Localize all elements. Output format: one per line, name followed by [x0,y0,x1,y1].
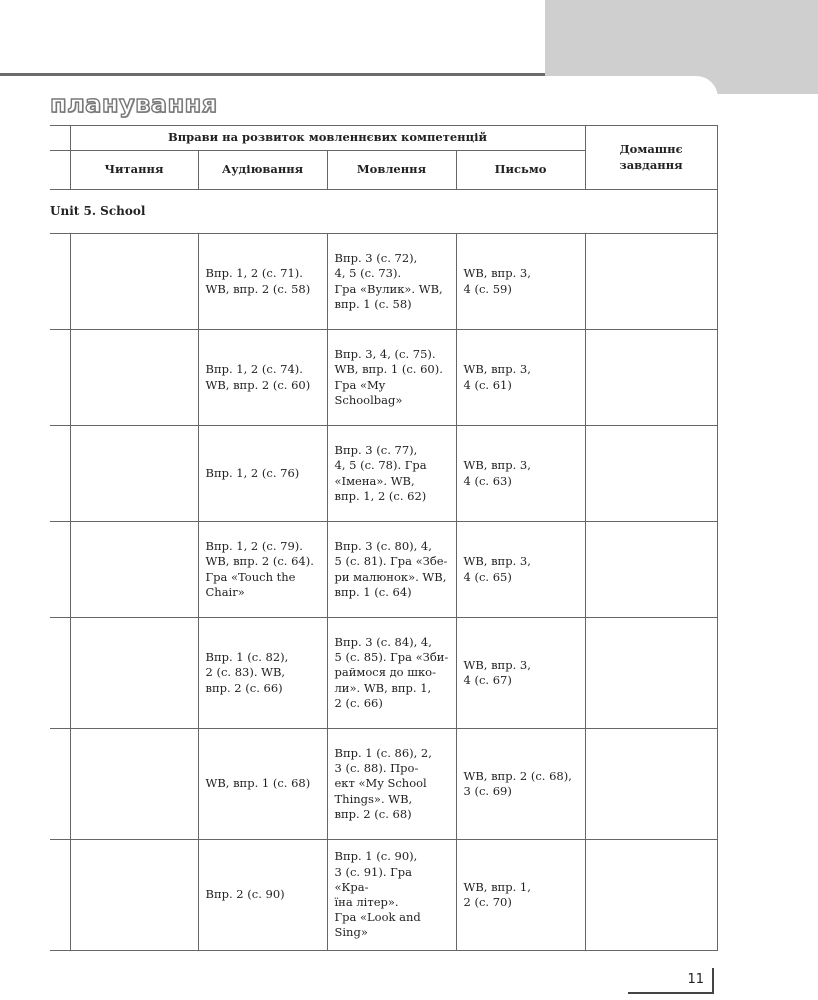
cell-listening [198,840,327,951]
cell-writing-text: WB, впр. 3, 4 (с. 61) [463,362,531,392]
cell-speaking [327,234,456,330]
cell-reading [70,618,198,729]
cell-reading [70,330,198,426]
table-row [50,618,717,729]
column-header-speaking: Мовлення [327,151,456,190]
cell-homework [585,330,717,426]
cell-speaking [327,426,456,522]
stub-cell [50,126,70,151]
cell-writing [456,840,585,951]
cell-speaking [327,522,456,618]
table-row [50,729,717,840]
stub-cell [50,729,70,840]
cell-homework [585,840,717,951]
cell-reading [70,522,198,618]
cell-listening [198,522,327,618]
cell-homework [585,618,717,729]
cell-writing [456,729,585,840]
cell-writing-text: WB, впр. 3, 4 (с. 65) [463,554,531,584]
stub-cell [50,330,70,426]
cell-writing [456,618,585,729]
group-header: Вправи на розвиток мовленнєвих компетенцій [70,126,585,151]
cell-speaking-text: Впр. 3 (с. 80), 4, 5 (с. 81). Гра «Збе- ри малюнок». WB, впр. 1 (с. 64) [334,539,448,599]
planning-table [50,125,718,951]
cell-listening [198,426,327,522]
stub-cell [50,426,70,522]
stub-cell [50,618,70,729]
cell-reading [70,426,198,522]
cell-speaking-text: Впр. 1 (с. 86), 2, 3 (с. 88). Про- ект «My School Things». WB, впр. 2 (с. 68) [334,746,432,821]
cell-speaking-text: Впр. 3 (с. 77), 4, 5 (с. 78). Гра «Імена». WB, впр. 1, 2 (с. 62) [334,443,427,503]
cell-listening [198,234,327,330]
stub-cell [50,151,70,190]
column-header-listening: Аудіювання [198,151,327,190]
cell-reading [70,234,198,330]
homework-header: Домашнє завдання [585,126,717,190]
cell-writing-text: WB, впр. 3, 4 (с. 63) [463,458,531,488]
header-row-group [50,126,717,151]
cell-speaking-text: Впр. 1 (с. 90), 3 (с. 91). Гра «Кра- їна літер». Гра «Look and Sing» [334,849,421,940]
cell-listening-text: Впр. 1, 2 (с. 79). WB, впр. 2 (с. 64). Гра «Touch the Chair» [205,539,314,599]
cell-listening [198,618,327,729]
cell-listening-text: Впр. 1, 2 (с. 76) [205,465,300,480]
cell-speaking [327,618,456,729]
cell-listening-text: Впр. 1 (с. 82), 2 (с. 83). WB, впр. 2 (с. 66) [205,650,289,695]
cell-writing [456,330,585,426]
cell-writing [456,426,585,522]
stub-cell [50,234,70,330]
cell-reading [70,840,198,951]
cell-writing-text: WB, впр. 3, 4 (с. 59) [463,266,531,296]
unit-row [50,190,717,234]
cell-writing [456,522,585,618]
column-header-reading: Читання [70,151,198,190]
cell-speaking [327,840,456,951]
column-header-writing: Письмо [456,151,585,190]
cell-reading [70,729,198,840]
stub-cell [50,840,70,951]
cell-homework [585,522,717,618]
cell-homework [585,426,717,522]
cell-writing-text: WB, впр. 2 (с. 68), 3 (с. 69) [463,768,572,798]
page-number: 11 [628,968,714,994]
cell-writing-text: WB, впр. 1, 2 (с. 70) [463,879,531,909]
section-title: планування [50,90,218,118]
cell-listening-text: Впр. 1, 2 (с. 74). WB, впр. 2 (с. 60) [205,362,311,392]
cell-writing-text: WB, впр. 3, 4 (с. 67) [463,657,531,687]
table-row [50,426,717,522]
cell-speaking-text: Впр. 3, 4, (с. 75). WB, впр. 1 (с. 60). Гра «My Schoolbag» [334,347,443,407]
table-row [50,840,717,951]
cell-homework [585,234,717,330]
table-row [50,330,717,426]
cell-writing [456,234,585,330]
unit-title: Unit 5. School [50,190,717,234]
table-row [50,522,717,618]
cell-listening-text: WB, впр. 1 (с. 68) [205,776,311,791]
cell-speaking-text: Впр. 3 (с. 72), 4, 5 (с. 73). Гра «Вулик». WB, впр. 1 (с. 58) [334,251,443,311]
cell-speaking [327,330,456,426]
cell-listening-text: Впр. 2 (с. 90) [205,887,285,902]
cell-homework [585,729,717,840]
cell-listening [198,330,327,426]
cell-listening [198,729,327,840]
cell-listening-text: Впр. 1, 2 (с. 71). WB, впр. 2 (с. 58) [205,266,311,296]
cell-speaking [327,729,456,840]
cell-speaking-text: Впр. 3 (с. 84), 4, 5 (с. 85). Гра «Зби- раймося до шко- ли». WB, впр. 1, 2 (с. 66) [334,635,449,710]
stub-cell [50,522,70,618]
table-row [50,234,717,330]
